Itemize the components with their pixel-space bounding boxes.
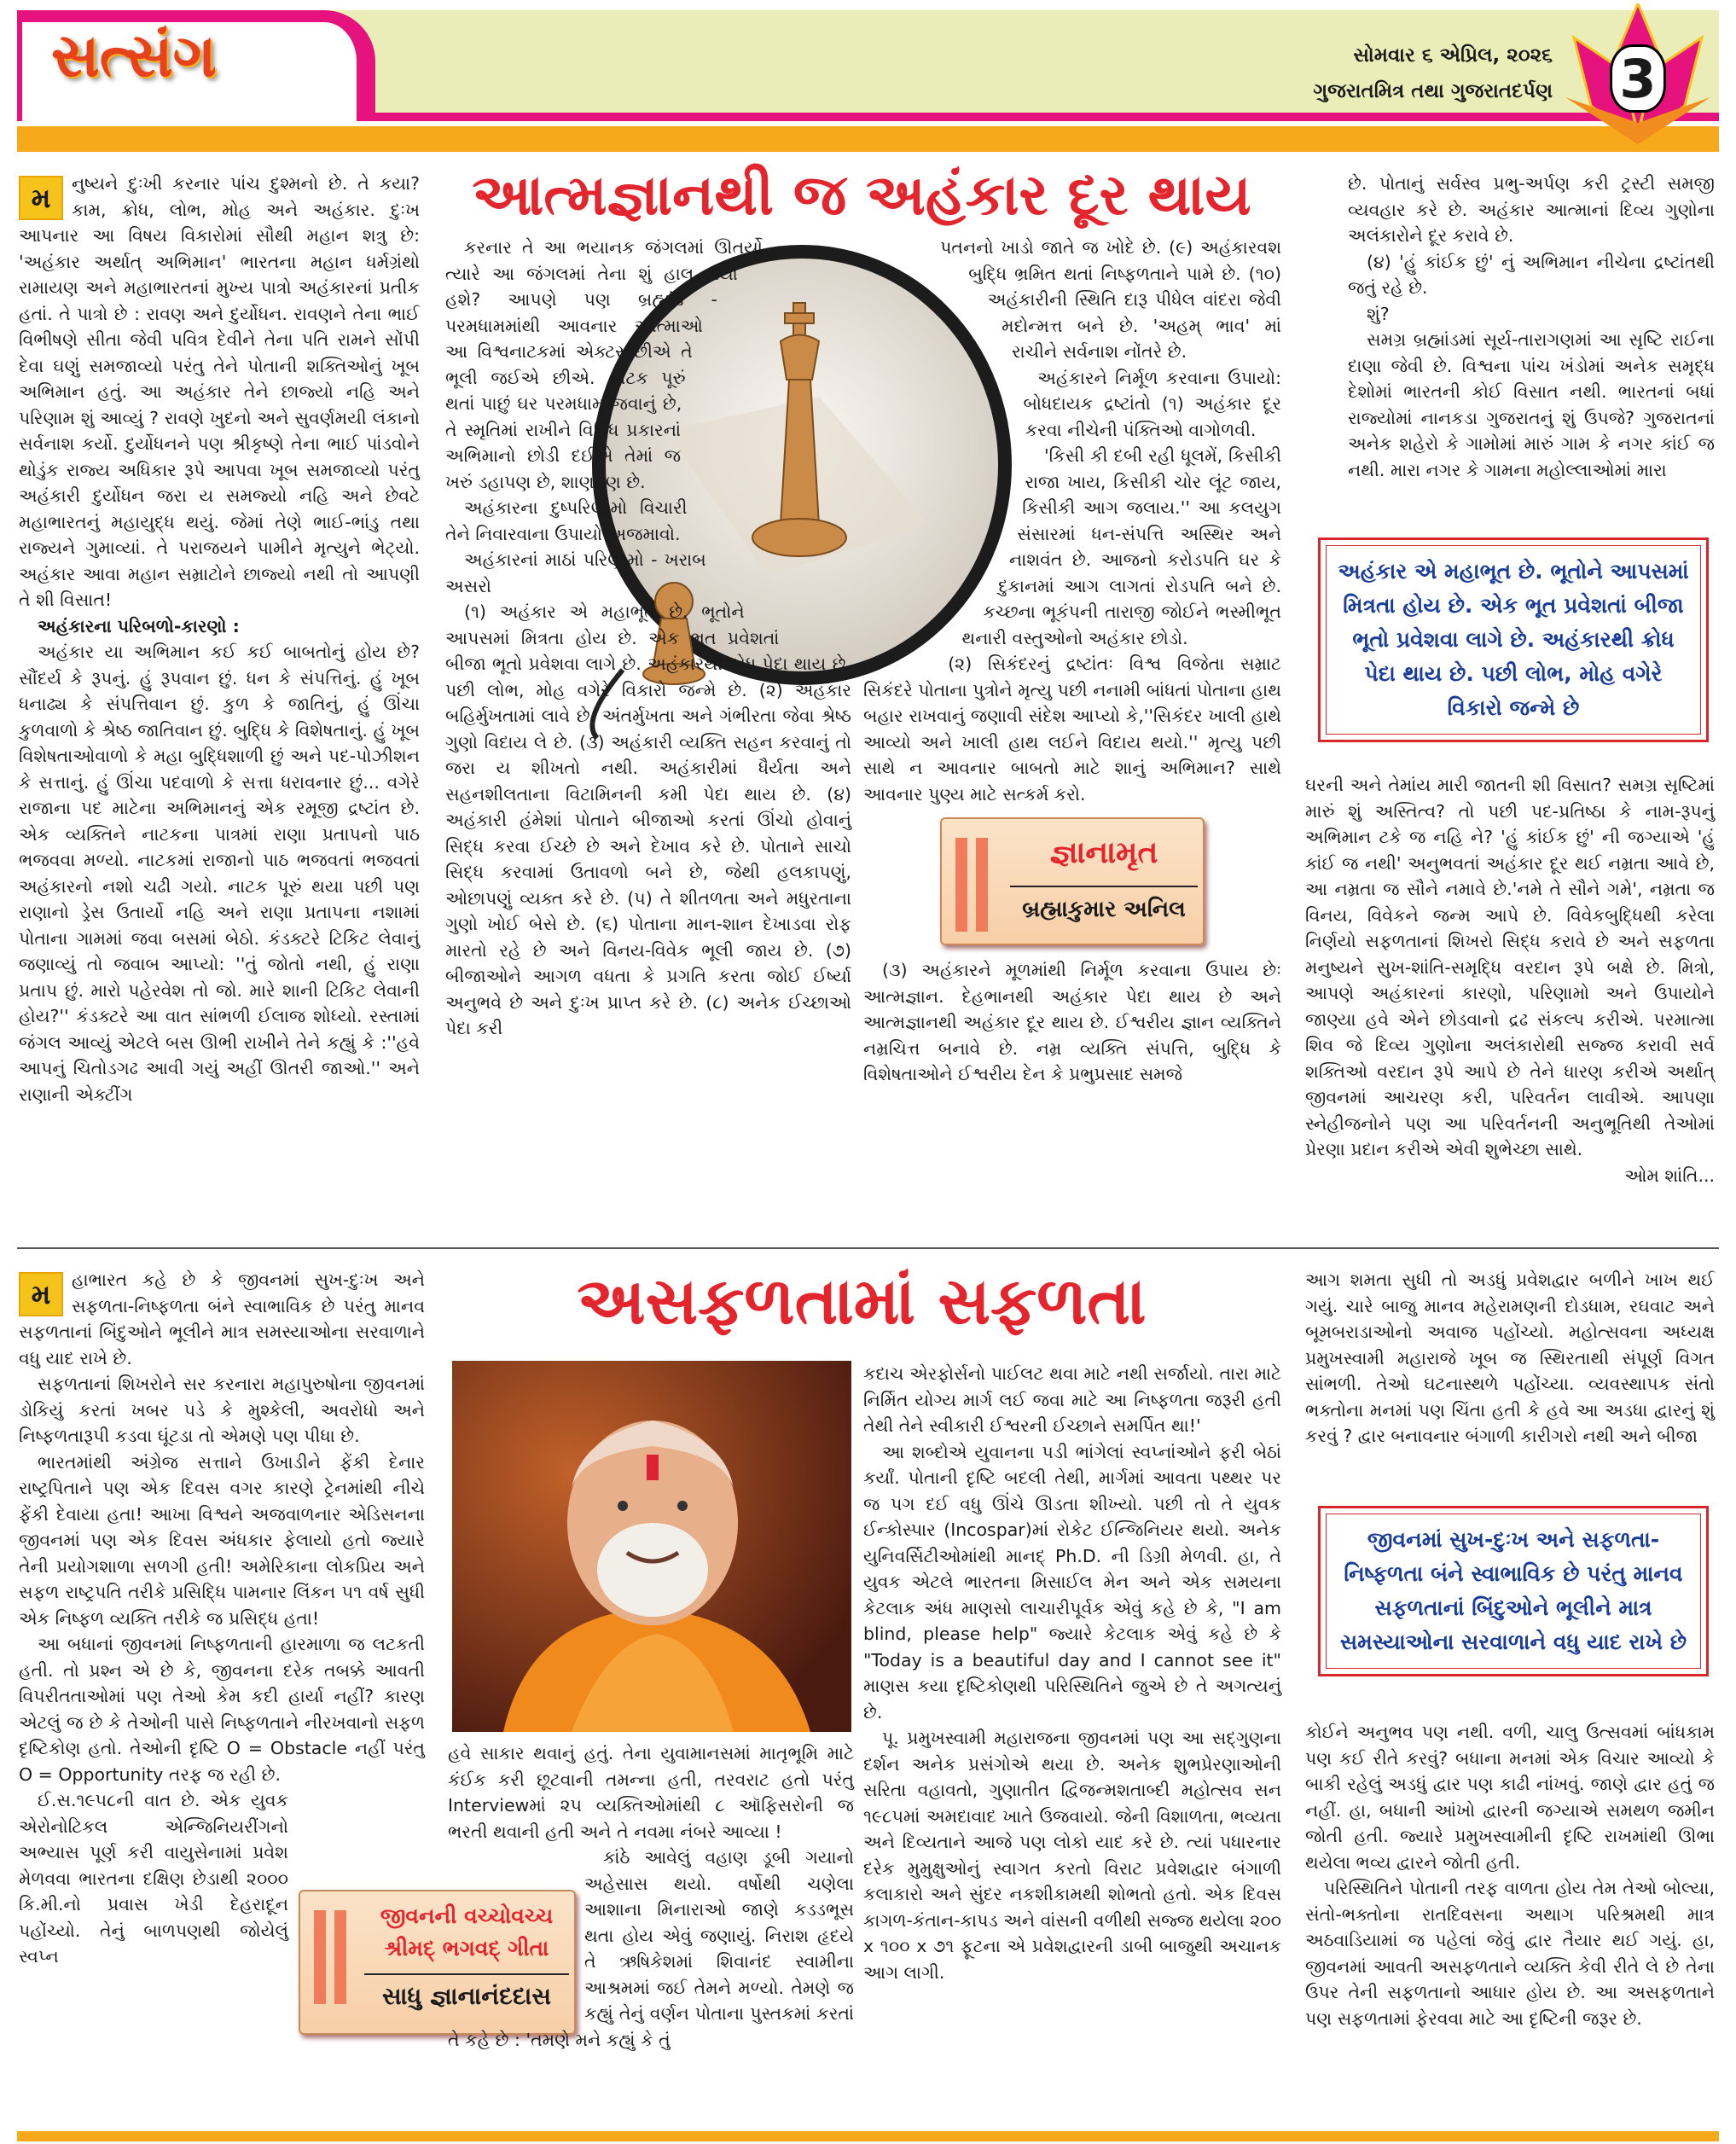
column-tag-gita: જીવનની વચ્ચોવચ્ચ શ્રીમદ્ ભગવદ્ ગીતા સાધુ જ્ઞાનાનંદદાસ [299, 1890, 576, 2035]
article1-column-3: પતનનો ખાડો જાતે જ ખોદે છે. (૯) અહંકારવશ બુદ્ધિ ભ્રમિત થતાં નિષ્ફળતાને પામે છે. (૧૦) અહંકારીની સ્થિતિ દારૂ પીધેલ વાંદરા જેવી મદોન્મત્ત બને છે. 'અહમ્ ભાવ' માં રાચીને સર્વનાશ નોંતરે છે. અહંકારને નિર્મૂળ કરવાના ઉપાયો: બોધદાયક દ્રષ્ટાંતો (૧) અહંકાર દૂર કરવા નીચેની પંક્તિઓ વાગોળવી. 'કિસી કી દબી રહી ધૂલમેં, કિસીકી રાજા ખાય, કિસીકી ચોર લૂંટ જાય, કિસીકી આગ જલાય.'' આ કલયુગ સંસારમાં ધન-સંપત્તિ અસ્થિર અને નાશવંત છે. આજનો કરોડપતિ ઘર કે દુકાનમાં આગ લાગતાં રોડપતિ બને છે. કચ્છના ભૂકંપની તારાજી જોઈને ભસ્મીભૂત થનારી વસ્તુઓનો અહંકાર છોડો. (૨) સિકંદરનું દ્રષ્ટાંતઃ વિશ્વ વિજેતા સમ્રાટ સિકંદરે પોતાના પુત્રોને મૃત્યુ પછી નનામી બાંધતાં પોતાના હાથ બહાર રાખવાનું જણાવી સંદેશ આપ્યો કે,''સિકંદર ખાલી હાથે આવ્યો અને ખાલી હાથ લઈને વિદાય થયો.'' મૃત્યુ પછી સાથે ન આવનાર બાબતો માટે શાનું અભિમાન? સાથે આવનાર પુણ્ય માટે સત્કર્મ કરો. જ્ઞાનામૃત બ્રહ્માકુમાર અનિલ (૩) અહંકારને મૂળમાંથી નિર્મૂળ કરવાના ઉપાય છેઃ આત્મજ્ઞાન. દેહભાનથી અહંકાર પેદા થાય છે અને આત્મજ્ઞાનથી અહંકાર દૂર થાય છે. ઈશ્વરીય જ્ઞાન વ્યક્તિને નમ્રચિત્ત બનાવે છે. નમ્ર વ્યક્તિ સંપત્તિ, બુદ્ધિ કે વિશેષતાઓને ઈશ્વરીય દેન કે પ્રભુપ્રસાદ સમજે [863, 237, 1281, 1084]
swami-photo [452, 1361, 851, 1732]
article2-column-1: મ હાભારત કહે છે કે જીવનમાં સુખ-દુઃખ અને સફળતા-નિષ્ફળતા બંને સ્વાભાવિક છે પરંતુ માનવ સફળતાનાં બિંદુઓને ભૂલીને માત્ર સમસ્યાઓના સરવાળાને વધુ યાદ રાખે છે. સફળતાનાં શિખરોને સર કરનારા મહાપુરુષોના જીવનમાં ડોકિયું કરતાં ખબર પડે કે મુશ્કેલી, અવરોધો અને નિષ્ફળતારૂપી કડવા ઘૂંટડા તો એમણે પણ પીધા છે. ભારતમાંથી અંગ્રેજ સત્તાને ઉખાડીને ફેંકી દેનાર રાષ્ટ્રપિતાને પણ એક દિવસ વગર કારણે ટ્રેનમાંથી નીચે ફેંકી દેવાયા હતા! આખા વિશ્વને અજવાળનાર એડિસનના જીવનમાં પણ એક દિવસ અંધકાર ફેલાયો હતો જ્યારે તેની પ્રયોગશાળા સળગી હતી! અમેરિકાના લોકપ્રિય અને સફળ રાષ્ટ્રપતિ તરીકે પ્રસિદ્ધિ પામનાર લિંકન ૫૧ વર્ષ સુધી એક નિષ્ફળ વ્યક્તિ તરીકે જ પ્રસિદ્ધ હતા! આ બધાનાં જીવનમાં નિષ્ફળતાની હારમાળા જ લટકતી હતી. તો પ્રશ્ન એ છે કે, જીવનના દરેક તબક્કે આવતી વિપરીતતાઓમાં પણ તેઓ કેમ કદી હાર્યા નહીં? કારણ એટલું જ છે કે તેઓની પાસે નિષ્ફળતાને નીરખવાનો સફળ દૃષ્ટિકોણ હતો. તેઓની દૃષ્ટિ O = Obstacle નહીં પરંતુ O = Opportunity તરફ જ રહી છે. ઈ.સ.૧૯૫૮ની વાત છે. એક યુવક એરોનોટિકલ એન્જિનિયરીંગનો અભ્યાસ પૂર્ણ કરી વાયુસેનામાં પ્રવેશ મેળવવા ભારતના દક્ષિણ છેડાથી ૨૦૦૦ કિ.મી.નો પ્રવાસ ખેડી દેહરાદૂન પહોંચ્યો. તેનું બાળપણથી જોયેલું સ્વપ્ન [19, 1270, 425, 1967]
article2-column-4-continued: કોઈને અનુભવ પણ નથી. વળી, ચાલુ ઉત્સવમાં બાંધકામ પણ કઈ રીતે કરવું? બધાના મનમાં એક વિચાર આવ્યો કે બાકી રહેલું અડધું દ્વાર પણ કાઢી નાંખવું. જાણે દ્વાર હતું જ નહીં. હા, બધાની આંખો દ્વારની જગ્યાએ સમથળ જમીન જોતી હતી. જ્યારે પ્રમુખસ્વામીની દૃષ્ટિ રાખમાંથી ઊભા થયેલા ભવ્ય દ્વારને જોતી હતી. પરિસ્થિતિને પોતાની તરફ વાળતા હોય તેમ તેઓ બોલ્યા, સંતો-ભક્તોના રાતદિવસના અથાગ પરિશ્રમથી માત્ર અઠવાડિયામાં જ પહેલાં જેવું દ્વાર તૈયાર થઈ ગયું. હા, જીવનમાં આવતી અસફળતાને વ્યક્તિ કેવી રીતે લે છે તેના ઉપર તેની સફળતાનો આધાર હોય છે. આ અસફળતાને પણ સફળતામાં ફેરવવા માટે આ દૃષ્ટિની જરૂર છે. [1305, 1722, 1715, 2029]
article1-column-2: કરનાર તે આ ભયાનક જંગલમાં ઊતર્યો. ત્યારે આ જંગલમાં તેના શું હાલ થયા હશે? આપણે પણ બ્રહ્માંડ - પરમધામમાંથી આવનાર આત્માઓ આ વિશ્વનાટકમાં એક્ટર છીએ તે ભૂલી જઈએ છીએ. નાટક પૂરું થતાં પાછું ઘર પરમધામ જવાનું છે, તે સ્મૃતિમાં રાખીને વિવિધ પ્રકારનાં અભિમાનો છોડી દઈએ તેમાં જ ખરું ડહાપણ છે, શાણપણ છે. અહંકારના દુષ્પરિણામો વિચારી તેને નિવારવાના ઉપાયો અજમાવો. અહંકારનાં માઠાં પરિણામો - ખરાબ અસરો (૧) અહંકાર એ મહાભૂત છે. ભૂતોને આપસમાં મિત્રતા હોય છે. એક ભૂત પ્રવેશતાં બીજા ભૂતો પ્રવેશવા લાગે છે. અહંકારથી ક્રોધ પેદા થાય છે. પછી લોભ, મોહ વગેરે વિકારો જન્મે છે. (૨) અહંકાર બહિર્મુખતામાં લાવે છે. અંતર્મુખતા અને ગંભીરતા જેવા શ્રેષ્ઠ ગુણો વિદાય લે છે. (૩) અહંકારી વ્યક્તિ સહન કરવાનું તો જરા ય શીખતો નથી. અહંકારીમાં ધૈર્યતા અને સહનશીલતાના વિટામિનની કમી પેદા થાય છે. (૪) અહંકારી હંમેશાં પોતાને બીજાઓ કરતાં ઊંચો હોવાનું સિદ્ધ કરવા ઈચ્છે છે અને દેખાવ કરે છે. પોતાને સાચો સિદ્ધ કરવામાં ઉતાવળો બને છે, જેથી હલકાપણું, ઓછાપણું વ્યક્ત કરે છે. (૫) તે શીતળતા અને મધુરતાના ગુણો ખોઈ બેસે છે. (૬) પોતાના માન-શાન દેખાડવા રોફ મારતો રહે છે અને વિનય-વિવેક ભૂલી જાય છે. (૭) બીજાઓને આગળ વધતા કે પ્રગતિ કરતા જોઈ ઈર્ષ્યા અનુભવે છે અને દુઃખ પ્રાપ્ત કરે છે. (૮) અનેક ઈચ્છાઓ પેદા કરી [445, 237, 851, 1038]
page-number: 3 [1610, 44, 1666, 113]
publication-name: ગુજરાતમિત્ર તથા ગુજરાતદર્પણ [1313, 80, 1553, 102]
column-tag-gyanamrut: જ્ઞાનામૃત બ્રહ્માકુમાર અનિલ [940, 817, 1205, 945]
issue-date: સોમવાર ૬ એપ્રિલ, ૨૦૨૬ [1353, 44, 1553, 67]
pull-quote: જીવનમાં સુખ-દુઃખ અને સફળતા-નિષ્ફળતા બંને સ્વાભાવિક છે પરંતુ માનવ સફળતાનાં બિંદુઓને ભૂલીને માત્ર સમસ્યાઓના સરવાળાને વધુ યાદ રાખે છે [1318, 1506, 1709, 1676]
article1-column-4-continued: ઘરની અને તેમાંય મારી જાતની શી વિસાત? સમગ્ર સૃષ્ટિમાં મારું શું અસ્તિત્વ? તો પછી પદ-પ્રતિષ્ઠા કે નામ-રૂપનું અભિમાન ટકે જ નહિ ને? 'હું કાંઈક છું' ની જગ્યાએ 'હું કાંઈ જ નથી' અનુભવતાં અહંકાર દૂર થઈ નમ્રતા આવે છે, આ નમ્રતા જ સૌને નમાવે છે.'નમે તે સૌને ગમે', નમ્રતા જ વિનય, વિવેકને જન્મ આપે છે. વિવેકબુદ્ધિથી કરેલા નિર્ણયો સફળતાનાં શિખરો સિદ્ધ કરાવે છે અને સફળતા મનુષ્યને સુખ-શાંતિ-સમૃદ્ધિ વરદાન રૂપે બક્ષે છે. મિત્રો, આપણે અહંકારનાં કારણો, પરિણામો અને ઉપાયોને જાણ્યા હવે એને છોડવાનો દ્રઢ સંકલ્પ કરીએ. પરમાત્મા શિવ જે દિવ્ય ગુણોના અલંકારોથી સજ્જ કરાવી સર્વ શક્તિઓ વરદાન રૂપે આપે છે તેને ધારણ કરીએ અર્થાત્ જીવનમાં આચરણ કરી, પરિવર્તન લાવીએ. આપણા સ્નેહીજનોને પણ આ પરિવર્તનની અનુભૂતિથી તેઓમાં પ્રેરણા પ્રદાન કરીએ એવી શુભેચ્છા સાથે. ઓમ શાંતિ... [1305, 775, 1715, 1186]
article1-column-4: છે. પોતાનું સર્વસ્વ પ્રભુ-અર્પણ કરી ટ્રસ્ટી સમજી વ્યવહાર કરે છે. અહંકાર આત્માનાં દિવ્ય ગુણોના અલંકારોને દૂર કરાવે છે. (૪) 'હું કાંઈક છું' નું અભિમાન નીચેના દ્રષ્ટાંતથી જતું રહે છે. શું? સમગ્ર બ્રહ્માંડમાં સૂર્ય-તારાગણમાં આ સૃષ્ટિ રાઈના દાણા જેવી છે. વિશ્વના પાંચ ખંડોમાં અનેક સમૃદ્ધ દેશોમાં ભારતની કોઈ વિસાત નથી. ભારતનાં બધાં રાજ્યોમાં નાનકડા ગુજરાતનું શું ઉપજે? ગુજરાતનાં અનેક શહેરો કે ગામોમાં મારું ગામ કે નગર કાંઈ જ નથી. મારા નગર કે ગામના મહોલ્લાઓમાં મારા [1348, 173, 1715, 480]
section-divider [17, 1247, 1719, 1249]
article2-column-2: હવે સાકાર થવાનું હતું. તેના યુવામાનસમાં માતૃભૂમિ માટે કંઈક કરી છૂટવાની તમન્ના હતી, તરવરાટ હતો પરંતુ Interviewમાં ૨૫ વ્યક્તિઓમાંથી ૮ ઑફિસરોની જ ભરતી થવાની હતી અને તે નવમા નંબરે આવ્યા ! કાંઠે આવેલું વહાણ ડૂબી ગયાનો અહેસાસ થયો. વર્ષોથી ચણેલા આશાના મિનારાઓ જાણે કડડભૂસ થતા હોય એવું જણાયું. નિરાશ હૃદયે તે ઋષિકેશમાં શિવાનંદ સ્વામીના આશ્રમમાં જઈ તેમને મળ્યો. તેમણે જ કહ્યું તેનું વર્ણન પોતાના પુસ્તકમાં કરતાં તે કહે છે : 'તમણે મને કહ્યું કે તું [448, 1743, 854, 2050]
footer-bar [17, 2131, 1719, 2141]
article1-column-1: મ નુષ્યને દુઃખી કરનાર પાંચ દુશ્મનો છે. તે કયા? કામ, ક્રોધ, લોભ, મોહ અને અહંકાર. દુઃખ આપનાર આ વિષય વિકારોમાં સૌથી મહાન શત્રુ છે: 'અહંકાર અર્થાત્ અભિમાન' ભારતના મહાન ધર્મગ્રંથો રામાયણ અને મહાભારતનાં મુખ્ય પાત્રો અહંકારનાં પ્રતીક હતાં. તે પાત્રો છે : રાવણ અને દુર્યોધન. રાવણને તેના ભાઈ વિભીષણે સીતા જેવી પવિત્ર દેવીને તેના પતિ રામને સોંપી દેવા ઘણું સમજાવ્યો પરંતુ તેને પોતાની શક્તિઓનું ખૂબ અભિમાન હતું. આ અહંકાર તેને છાજ્યો નહિ અને પરિણામ શું આવ્યું ? રાવણે ખુદનો અને સુવર્ણમયી લંકાનો સર્વનાશ કર્યો. દુર્યોધનને પણ શ્રીકૃષ્ણે તેના ભાઈ પાંડવોને થોડુંક રાજ્ય અધિકાર રૂપે આપવા ખૂબ સમજાવ્યો પરંતુ અહંકારી દુર્યોધન જરા ય સમજ્યો નહિ અને છેવટે મહાભારતનું મહાયુદ્ધ થયું. જેમાં તેણે ભાઈ-ભાંડુ તથા રાજ્યને ગુમાવ્યાં. તે પરાજયને પામીને મૃત્યુને ભેટ્યો. અહંકાર આવા મહાન સમ્રાટોને છાજ્યો નથી તો આપણી તે શી વિસાત! અહંકારના પરિબળો-કારણો : અહંકાર યા અભિમાન કઈ કઈ બાબતોનું હોય છે? સૌંદર્ય કે રૂપનું. હું રૂપવાન છું. ધન કે સંપત્તિનું. હું ખૂબ ધનાઢ્ય કે સંપત્તિવાન છું. કુળ કે જાતિનું, હું ઊંચા કુળવાળો કે શ્રેષ્ઠ જાતિવાન છું. બુદ્ધિ કે વિશેષતાનું. હું ખૂબ વિશેષતાઓવાળો કે મહા બુદ્ધિશાળી છું અને પદ-પોઝીશન કે સત્તાનું. હું ઊંચા પદવાળો કે સત્તા ધરાવનાર છું... વગેરે રાજાના પદ માટેના અભિમાનનું એક રમૂજી દ્રષ્ટાંત છે. એક વ્યક્તિને નાટકના પાત્રમાં રાણા પ્રતાપનો પાઠ ભજવવા મળ્યો. નાટકમાં રાજાનો પાઠ ભજવતાં ભજવતાં અહંકારનો નશો ચઢી ગયો. નાટક પૂરું થયા પછી પણ રાણાનો ડ્રેસ ઉતાર્યો નહિ અને રાણા પ્રતાપના નશામાં પોતાના ગામમાં જવા બસમાં બેઠો. કંડક્ટરે ટિકિટ લેવાનું જણાવ્યું તો જવાબ આપ્યો: ''તું જોતો નથી, હું રાણા પ્રતાપ છું. મારો પહેરવેશ તો જો. મારે શાની ટિકિટ લેવાની હોય?'' કંડક્ટરે આ વાત સાંભળી ઈલાજ શોધ્યો. રસ્તામાં જંગલ આવ્યું એટલે બસ ઊભી રાખીને તેને કહ્યું કે :''હવે આપનું ચિતોડગઢ આવી ગયું અહીં ઊતરી જાઓ.'' અને રાણાની એક્ટીંગ [19, 173, 421, 1105]
masthead [17, 10, 1719, 147]
drop-cap: મ [19, 1272, 63, 1316]
article-title: અસફળતામાં સફળતા [577, 1263, 1147, 1339]
drop-cap: મ [19, 176, 63, 220]
article2-column-3: કદાચ એરફોર્સનો પાઈલટ થવા માટે નથી સર્જાયો. તારા માટે નિર્મિત યોગ્ય માર્ગ લઈ જવા માટે આ નિષ્ફળતા જરૂરી હતી તેથી તેને સ્વીકારી ઈશ્વરની ઈચ્છાને સમર્પિત થા!' આ શબ્દોએ યુવાનના પડી ભાંગેલાં સ્વપ્નાંઓને ફરી બેઠાં કર્યાં. પોતાની દૃષ્ટિ બદલી તેથી, માર્ગમાં આવતા પથ્થર પર જ પગ દઈ વધુ ઊંચે ઊડતા શીખ્યો. પછી તો તે યુવક ઈન્કોસ્પાર (Incospar)માં રોકેટ ઈન્જિનિયર થયો. અનેક યુનિવર્સિટીઓમાંથી માનદ્ Ph.D. ની ડિગ્રી મેળવી. હા, તે યુવક એટલે ભારતના મિસાઈલ મેન અને એક સમયના કેટલાક અંધ માણસો લાચારીપૂર્વક એવું કહે છે કે, "I am blind, please help" જ્યારે કેટલાક એવું કહે છે કે "Today is a beautiful day and I cannot see it" માણસ કયા દૃષ્ટિકોણથી પરિસ્થિતિને જુએ છે તે અગત્યનું છે. પૂ. પ્રમુખસ્વામી મહારાજના જીવનમાં પણ આ સદ્ગુણના દર્શન અનેક પ્રસંગોએ થયા છે. અનેક શુભપ્રેરણાઓની સરિતા વહાવતો, ગુણાતીત દ્વિજન્મશતાબ્દી મહોત્સવ સન ૧૯૮૫માં અમદાવાદ ખાતે ઉજવાયો. જેની વિશાળતા, ભવ્યતા અને દિવ્યતાને આજે પણ લોકો યાદ કરે છે. ત્યાં પધારનાર દરેક મુમુક્ષુઓનું સ્વાગત કરતો વિરાટ પ્રવેશદ્વાર બંગાળી કલાકારો અને સુંદર નકશીકામથી શોભતો હતો. એક દિવસ કાગળ-કંતાન-કાપડ અને વાંસની વળીથી સજ્જ થયેલા ૨૦૦ x ૧૦૦ x ૭૧ ફૂટના એ પ્રવેશદ્વારની ડાબી બાજુથી અચાનક આગ લાગી. [863, 1363, 1281, 1983]
pull-quote: અહંકાર એ મહાભૂત છે. ભૂતોને આપસમાં મિત્રતા હોય છે. એક ભૂત પ્રવેશતાં બીજા ભૂતો પ્રવેશવા લાગે છે. અહંકારથી ક્રોધ પેદા થાય છે. પછી લોભ, મોહ વગેરે વિકારો જન્મે છે [1318, 537, 1709, 742]
logo: સત્સંગ [51, 20, 217, 90]
article2-column-4: આગ શમતા સુધી તો અડધું પ્રવેશદ્વાર બળીને ખાખ થઈ ગયું. ચારે બાજુ માનવ મહેરામણની દોડધામ, રઘવાટ અને બૂમબરાડાઓનો અવાજ પહોંચ્યો. મહોત્સવના અધ્યક્ષ પ્રમુખસ્વામી મહારાજે ખૂબ જ સ્થિરતાથી સંપૂર્ણ વિગત સાંભળી. તેઓ ઘટનાસ્થળે પહોંચ્યા. વ્યવસ્થાપક સંતો ભક્તોના મનમાં પણ ચિંતા હતી કે હવે આ અડધા દ્વારનું શું કરવું ? દ્વાર બનાવનાર બંગાળી કારીગરો નથી અને બીજા [1305, 1270, 1715, 1446]
article-title: આત્મજ્ઞાનથી જ અહંકાર દૂર થાય [472, 162, 1251, 228]
